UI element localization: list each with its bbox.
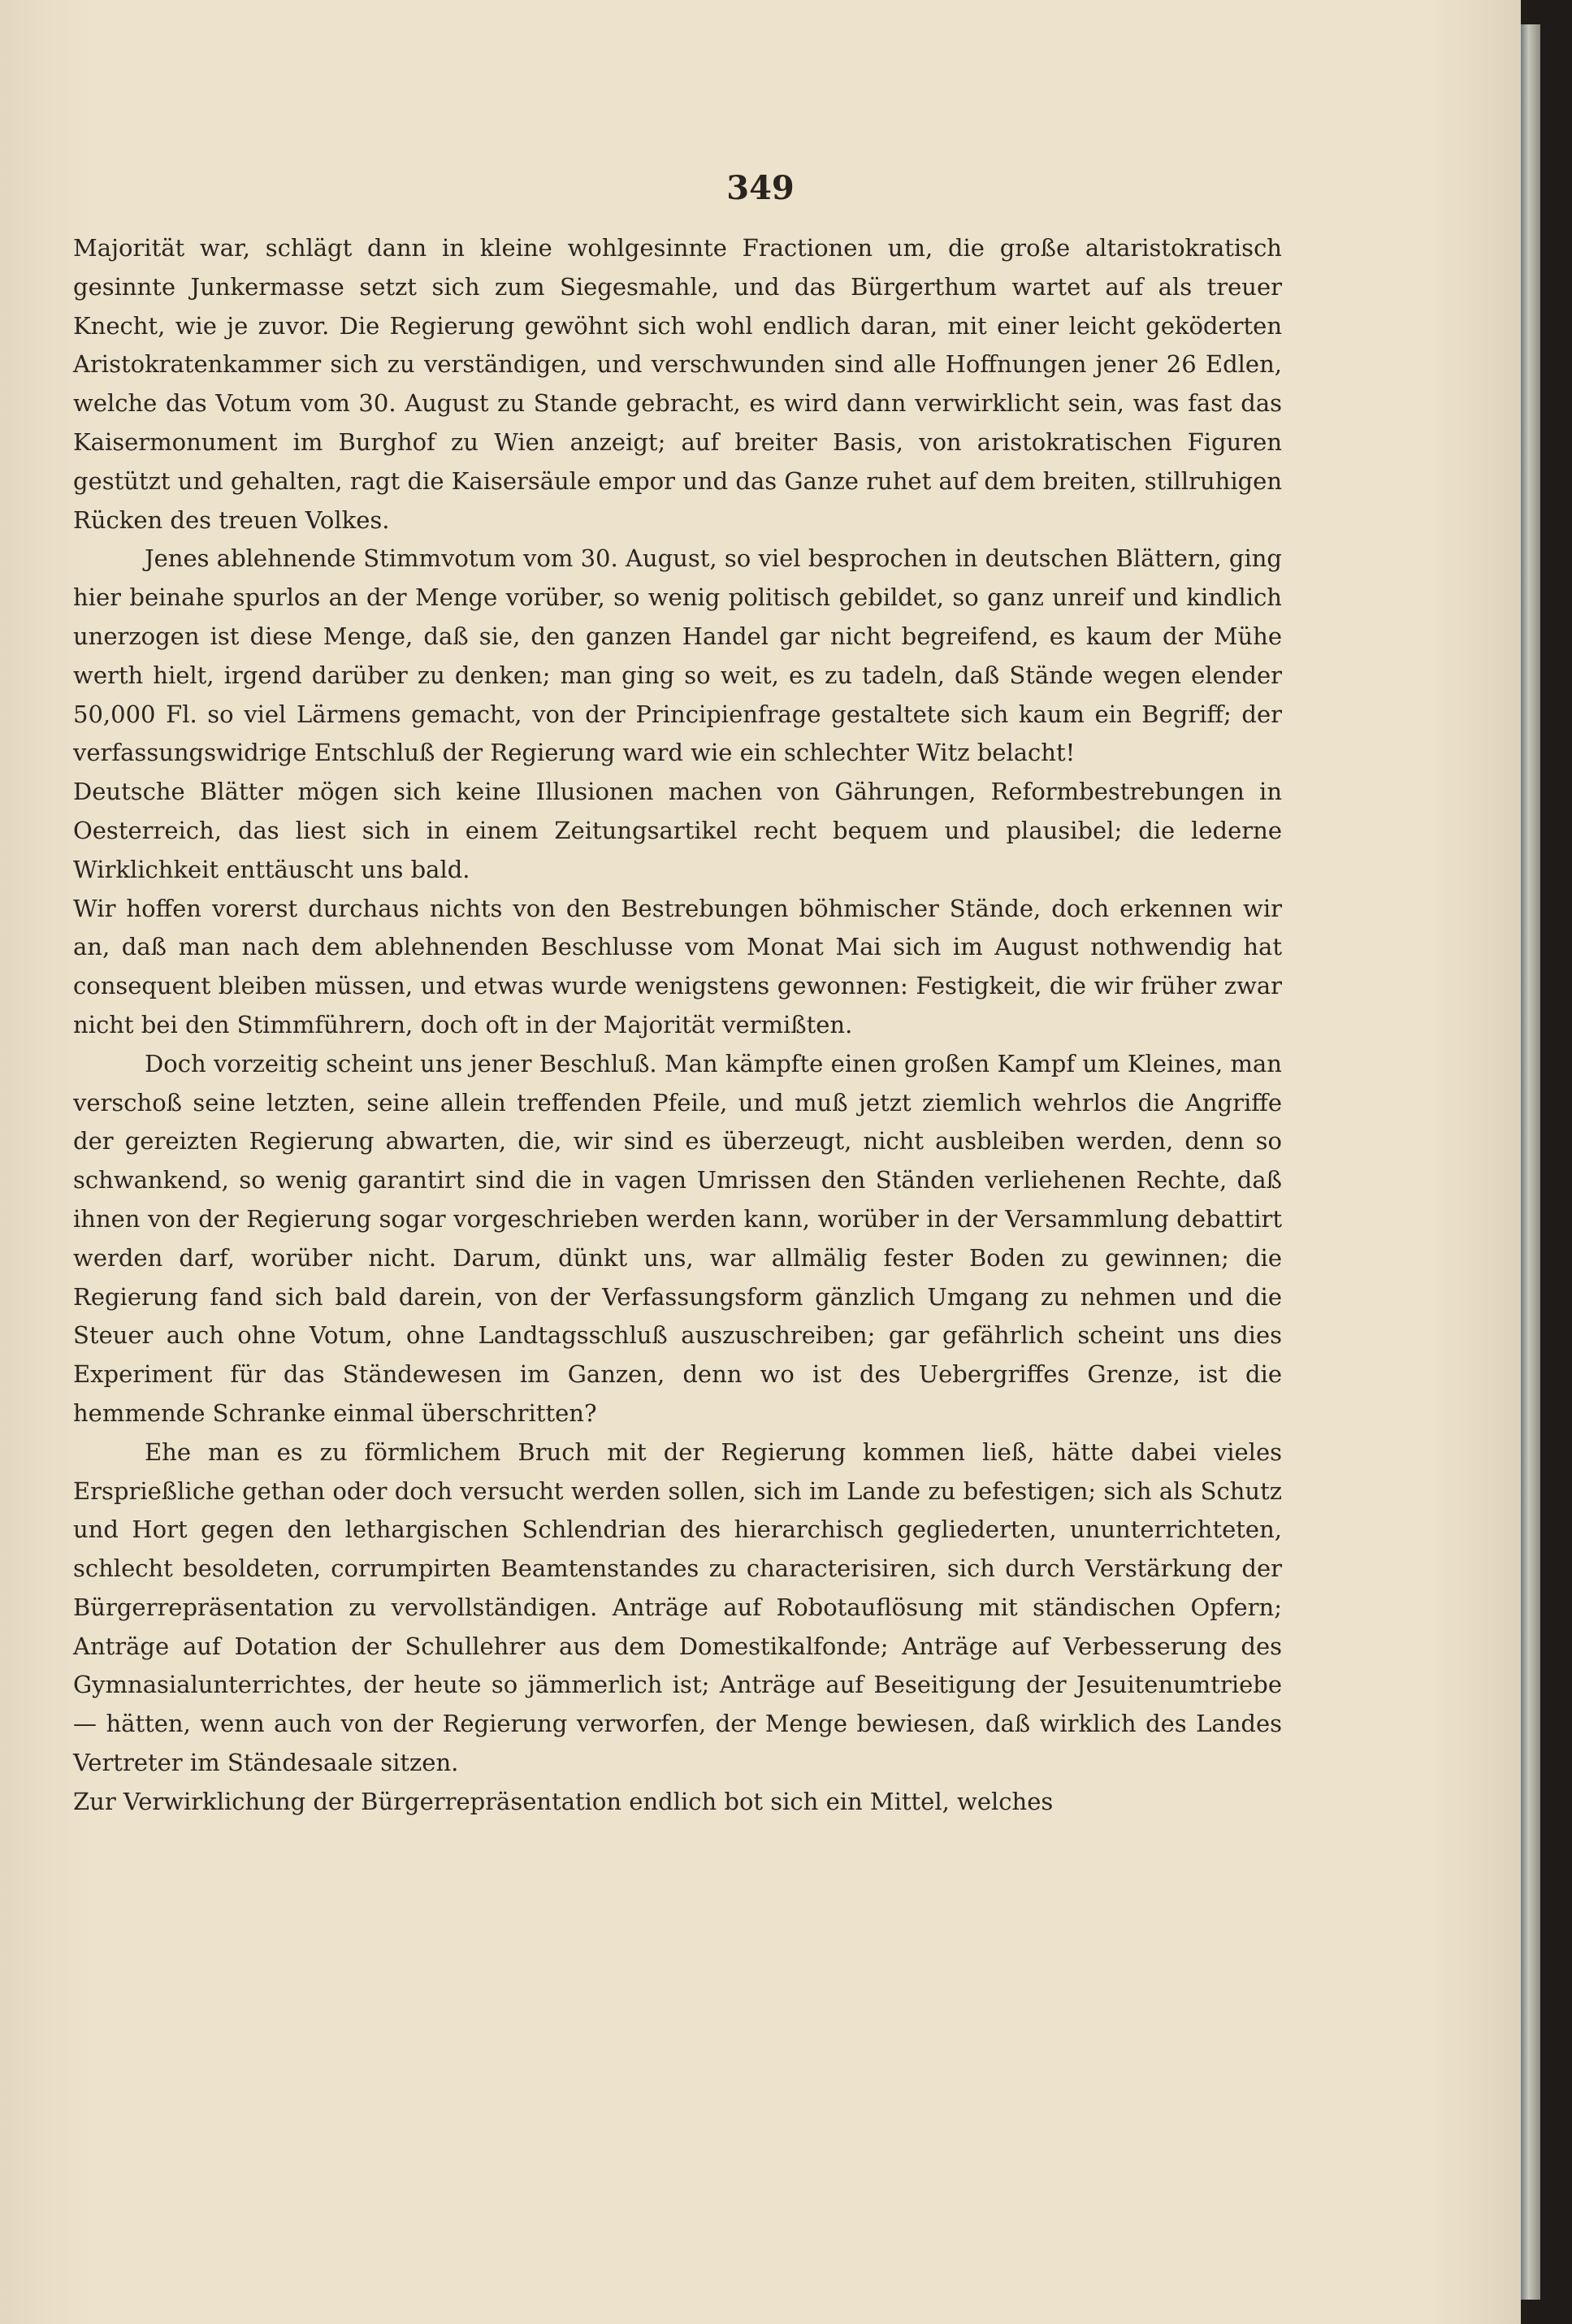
body-text	[73, 229, 1282, 1822]
page-number: 349	[726, 169, 795, 207]
paragraph-2: Jenes ablehnende Stimmvotum vom 30. August, so viel besprochen in deutschen Blättern, ging hier beinahe spurlos an der Menge vorüber, so wenig politisch gebildet, so ganz unreif und kindlich unerzogen ist diese Menge, daß sie, den ganzen Handel gar nicht begreifend, es kaum der Mühe werth hielt, irgend darüber zu denken; man ging so weit, es zu tadeln, daß Stände wegen elender 50,000 Fl. so viel Lärmens gemacht, von der Principienfrage gestaltete sich kaum ein Begriff; der verfassungswidrige Entschluß der Regierung ward wie ein schlechter Witz belacht!	[73, 544, 1282, 767]
paragraph-3: Deutsche Blätter mögen sich keine Illusionen machen von Gährungen, Reformbestrebungen in Oesterreich, das liest sich in einem Zeitungsartikel recht bequem und plausibel; die lederne Wirklichkeit enttäuscht uns bald.	[73, 778, 1282, 883]
paragraph-5: Doch vorzeitig scheint uns jener Beschluß. Man kämpfte einen großen Kampf um Kleines, man verschoß seine letzten, seine allein treffenden Pfeile, und muß jetzt ziemlich wehrlos die Angriffe der gereizten Regierung abwarten, die, wir sind es überzeugt, nicht ausbleiben werden, denn so schwankend, so wenig garantirt sind die in vagen Umrissen den Ständen verliehenen Rechte, daß ihnen von der Regierung sogar vorgeschrieben werden kann, worüber in der Versammlung debattirt werden darf, worüber nicht. Darum, dünkt uns, war allmälig fester Boden zu gewinnen; die Regierung fand sich bald darein, von der Verfassungsform gänzlich Umgang zu nehmen und die Steuer auch ohne Votum, ohne Landtagsschluß auszuschreiben; gar gefährlich scheint uns dies Experiment für das Ständewesen im Ganzen, denn wo ist des Uebergriffes Grenze, ist die hemmende Schranke einmal überschritten?	[73, 1049, 1282, 1427]
paragraph-7: Zur Verwirklichung der Bürgerrepräsentation endlich bot sich ein Mittel, welches	[73, 1787, 1054, 1815]
paragraph-6: Ehe man es zu förmlichem Bruch mit der Regierung kommen ließ, hätte dabei vieles Ersprießliche gethan oder doch versucht werden sollen, sich im Lande zu befestigen; sich als Schutz und Hort gegen den lethargischen Schlendrian des hierarchisch gegliederten, ununterrichteten, schlecht besoldeten, corrumpirten Beamtenstandes zu characterisiren, sich durch Verstärkung der Bürgerrepräsentation zu vervollständigen. Anträge auf Robotauflösung mit ständischen Opfern; Anträge auf Dotation der Schullehrer aus dem Domestikalfonde; Anträge auf Verbesserung des Gymnasialunterrichtes, der heute so jämmerlich ist; Anträge auf Beseitigung der Jesuitenumtriebe — hätten, wenn auch von der Regierung verworfen, der Menge bewiesen, daß wirklich des Landes Vertreter im Ständesaale sitzen.	[73, 1437, 1282, 1777]
paragraph-1: Majorität war, schlägt dann in kleine wohlgesinnte Fractionen um, die große altaristokratisch gesinnte Junkermasse setzt sich zum Siegesmahle, und das Bürgerthum wartet auf als treuer Knecht, wie je zuvor. Die Regierung gewöhnt sich wohl endlich daran, mit einer leicht geköderten Aristokratenkammer sich zu verständigen, und verschwunden sind alle Hoffnungen jener 26 Edlen, welche das Votum vom 30. August zu Stande gebracht, es wird dann verwirklicht sein, was fast das Kaisermonument im Burghof zu Wien anzeigt; auf breiter Basis, von aristokratischen Figuren gestützt und gehalten, ragt die Kaisersäule empor und das Ganze ruhet auf dem breiten, stillruhigen Rücken des treuen Volkes.	[73, 234, 1282, 534]
page-edge	[1521, 24, 1540, 2300]
paragraph-4: Wir hoffen vorerst durchaus nichts von den Bestrebungen böhmischer Stände, doch erkennen wir an, daß man nach dem ablehnenden Beschlusse vom Monat Mai sich im August nothwendig hat consequent bleiben müssen, und etwas wurde wenigstens gewonnen: Festigkeit, die wir früher zwar nicht bei den Stimmführern, doch oft in der Majorität vermißten.	[73, 894, 1282, 1038]
